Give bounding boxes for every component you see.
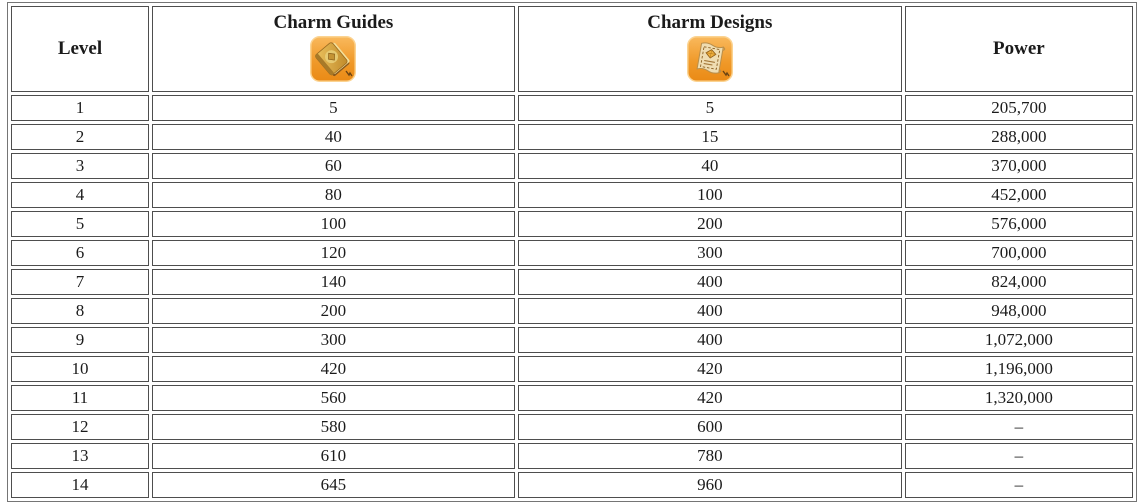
charm-guides-cell: 610 bbox=[152, 443, 515, 469]
table-row bbox=[11, 385, 1133, 411]
charm-guides-cell: 645 bbox=[152, 472, 515, 498]
power-cell: 1,320,000 bbox=[905, 385, 1133, 411]
power-cell: 1,196,000 bbox=[905, 356, 1133, 382]
level-cell: 9 bbox=[11, 327, 149, 353]
level-header-label: Level bbox=[57, 38, 103, 59]
charm-guides-cell: 100 bbox=[152, 211, 515, 237]
level-cell: 8 bbox=[11, 298, 149, 324]
charm-designs-cell: 400 bbox=[518, 269, 902, 295]
level-cell: 7 bbox=[11, 269, 149, 295]
charm-guides-icon bbox=[310, 36, 356, 82]
charm-guides-cell: 580 bbox=[152, 414, 515, 440]
level-cell: 6 bbox=[11, 240, 149, 266]
charm-designs-cell: 300 bbox=[518, 240, 902, 266]
power-cell: 948,000 bbox=[905, 298, 1133, 324]
power-cell: 700,000 bbox=[905, 240, 1133, 266]
header-row bbox=[11, 6, 1133, 92]
level-cell: 4 bbox=[11, 182, 149, 208]
table-row bbox=[11, 356, 1133, 382]
power-cell: 205,700 bbox=[905, 95, 1133, 121]
charm-guides-header-label: Charm Guides bbox=[273, 12, 394, 33]
charm-designs-header-label: Charm Designs bbox=[647, 12, 773, 33]
column-header-power bbox=[905, 6, 1133, 92]
charm-guides-cell: 60 bbox=[152, 153, 515, 179]
charm-designs-cell: 400 bbox=[518, 298, 902, 324]
table-body bbox=[11, 95, 1133, 498]
charm-designs-cell: 40 bbox=[518, 153, 902, 179]
charm-designs-cell: 15 bbox=[518, 124, 902, 150]
table-row bbox=[11, 443, 1133, 469]
charm-designs-cell: 960 bbox=[518, 472, 902, 498]
level-cell: 5 bbox=[11, 211, 149, 237]
charm-guides-cell: 560 bbox=[152, 385, 515, 411]
power-cell: – bbox=[905, 472, 1133, 498]
power-cell: 576,000 bbox=[905, 211, 1133, 237]
table-row bbox=[11, 182, 1133, 208]
charm-designs-cell: 600 bbox=[518, 414, 902, 440]
level-cell: 2 bbox=[11, 124, 149, 150]
column-header-charm-designs bbox=[518, 6, 902, 92]
power-cell: – bbox=[905, 443, 1133, 469]
charm-guides-cell: 80 bbox=[152, 182, 515, 208]
table-row bbox=[11, 211, 1133, 237]
table-header bbox=[11, 6, 1133, 92]
power-cell: 1,072,000 bbox=[905, 327, 1133, 353]
power-cell: 288,000 bbox=[905, 124, 1133, 150]
charm-guides-cell: 5 bbox=[152, 95, 515, 121]
charm-designs-cell: 420 bbox=[518, 356, 902, 382]
charm-designs-cell: 200 bbox=[518, 211, 902, 237]
column-header-charm-guides bbox=[152, 6, 515, 92]
charm-guides-cell: 120 bbox=[152, 240, 515, 266]
charm-designs-cell: 100 bbox=[518, 182, 902, 208]
charm-guides-cell: 200 bbox=[152, 298, 515, 324]
charm-designs-cell: 400 bbox=[518, 327, 902, 353]
power-cell: – bbox=[905, 414, 1133, 440]
charm-guides-cell: 40 bbox=[152, 124, 515, 150]
table-row bbox=[11, 95, 1133, 121]
table-row bbox=[11, 240, 1133, 266]
table-row bbox=[11, 414, 1133, 440]
charm-designs-cell: 780 bbox=[518, 443, 902, 469]
level-cell: 10 bbox=[11, 356, 149, 382]
table-row bbox=[11, 153, 1133, 179]
level-cell: 13 bbox=[11, 443, 149, 469]
table-row bbox=[11, 327, 1133, 353]
charm-designs-cell: 5 bbox=[518, 95, 902, 121]
table-row bbox=[11, 124, 1133, 150]
column-header-level bbox=[11, 6, 149, 92]
table-row bbox=[11, 269, 1133, 295]
charm-designs-cell: 420 bbox=[518, 385, 902, 411]
charm-guides-cell: 140 bbox=[152, 269, 515, 295]
level-cell: 1 bbox=[11, 95, 149, 121]
power-cell: 370,000 bbox=[905, 153, 1133, 179]
level-cell: 14 bbox=[11, 472, 149, 498]
power-cell: 824,000 bbox=[905, 269, 1133, 295]
charm-upgrade-table bbox=[7, 2, 1137, 502]
charm-designs-icon bbox=[687, 36, 733, 82]
table-row bbox=[11, 298, 1133, 324]
table-row bbox=[11, 472, 1133, 498]
charm-guides-cell: 300 bbox=[152, 327, 515, 353]
level-cell: 11 bbox=[11, 385, 149, 411]
level-cell: 3 bbox=[11, 153, 149, 179]
charm-guides-cell: 420 bbox=[152, 356, 515, 382]
power-cell: 452,000 bbox=[905, 182, 1133, 208]
power-header-label: Power bbox=[993, 38, 1045, 59]
level-cell: 12 bbox=[11, 414, 149, 440]
